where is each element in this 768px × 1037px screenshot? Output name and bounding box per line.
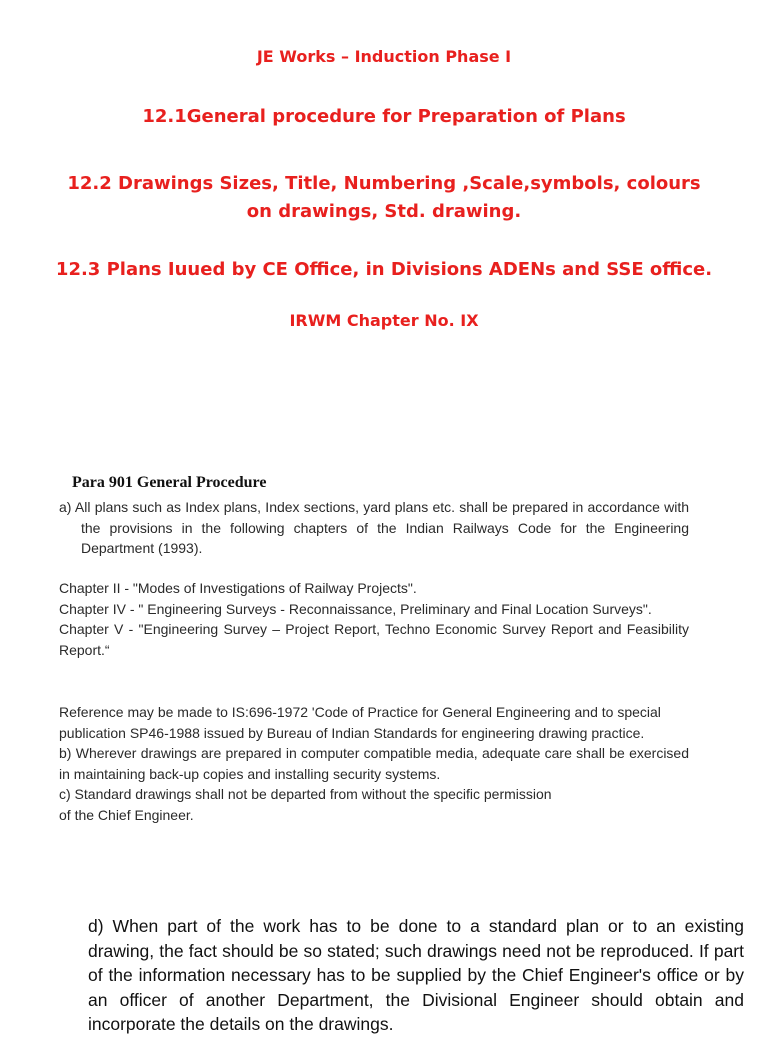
- heading-12-3: 12.3 Plans Iuued by CE Office, in Divisions ADENs and SSE office.: [55, 259, 713, 280]
- document-title: JE Works – Induction Phase I: [256, 47, 512, 66]
- reference-text: Reference may be made to IS:696-1972 'Code of Practice for General Engineering and to special publication SP46-1988 issued by Bureau of Indian Standards for engineering drawing practice.: [59, 704, 661, 741]
- chapter-list: [59, 578, 689, 660]
- irwm-chapter-heading: IRWM Chapter No. IX: [289, 311, 479, 330]
- chapter-2: Chapter II - "Modes of Investigations of Railway Projects".: [59, 580, 417, 596]
- chapter-4: Chapter IV - " Engineering Surveys - Reconnaissance, Preliminary and Final Location Surveys".: [59, 600, 652, 617]
- item-d: d) When part of the work has to be done to a standard plan or to an existing drawing, the fact should be so stated; such drawings need not be reproduced. If part of the information necessary has to be supplied by the Chief Engineer's office or by an officer of another Department, the Divisional Engineer should obtain and incorporate the details on the drawings.: [88, 916, 744, 1034]
- item-b: b) Wherever drawings are prepared in computer compatible media, adequate care shall be exercised in maintaining back-up copies and installing security systems.: [59, 745, 689, 782]
- item-c-line1: c) Standard drawings shall not be departed from without the specific permission: [59, 786, 552, 802]
- item-c-line2: of the Chief Engineer.: [59, 806, 194, 823]
- chapter-5: Chapter V - "Engineering Survey – Project Report, Techno Economic Survey Report and Feasibility Report.“: [59, 621, 689, 658]
- heading-12-2: [0, 170, 768, 226]
- reference-block: [59, 702, 689, 825]
- para-901-title: Para 901 General Procedure: [72, 474, 267, 491]
- heading-12-1: 12.1General procedure for Preparation of Plans: [142, 106, 626, 127]
- item-a-text: a) All plans such as Index plans, Index sections, yard plans etc. shall be prepared in accordance with the provisions in the following chapters of the Indian Railways Code for the Engineering Department (1993).: [59, 499, 689, 556]
- heading-12-2-line2: on drawings, Std. drawing.: [246, 201, 522, 222]
- heading-12-2-line1: 12.2 Drawings Sizes, Title, Numbering ,Scale,symbols, colours: [67, 173, 701, 194]
- item-a: [59, 497, 689, 559]
